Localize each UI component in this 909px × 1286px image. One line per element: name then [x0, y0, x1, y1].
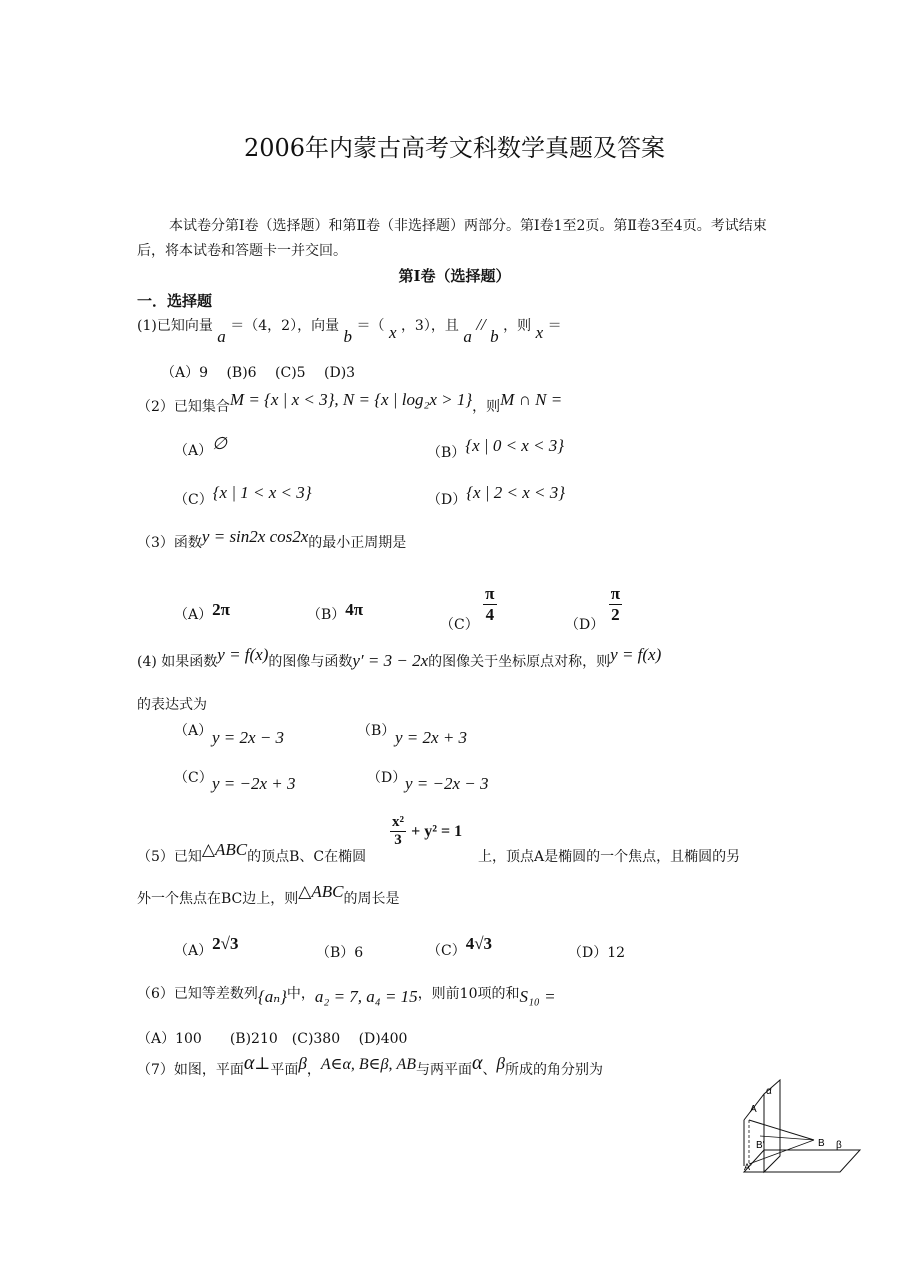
- q5-option-d: （D）12: [568, 945, 626, 961]
- q2-option-c: （C）{x | 1 < x < 3}: [174, 483, 312, 508]
- q3-option-a: （A）2π: [174, 600, 230, 623]
- q1-stem: (1)已知向量 a ＝（4，2），向量 b ＝（ x ，3），且 a // b ，则 x ＝: [137, 315, 562, 346]
- q5-option-b: （B）6: [316, 945, 364, 961]
- q5-tail: 上，顶点A是椭圆的一个焦点，且椭圆的另: [478, 849, 741, 865]
- label-b: B: [818, 1138, 825, 1149]
- label-beta: β: [836, 1140, 842, 1151]
- plane-beta: [744, 1150, 860, 1172]
- section-title: 第Ⅰ卷（选择题）: [398, 267, 511, 285]
- q2-set-expression: M = {x | x < 3}, N = {x | log₂x > 1}: [229, 390, 473, 409]
- q4-option-d: y = −2x − 3: [405, 774, 489, 793]
- q3-stem: （3）函数y = sin2x cos2x的最小正周期是: [137, 527, 407, 551]
- segment-ab: [749, 1120, 814, 1140]
- q4-option-a-label: （A）: [174, 723, 213, 739]
- q3-option-d: （D） $\frac{\pi}{2}$: [565, 584, 621, 633]
- q4-option-c: y = −2x + 3: [212, 774, 296, 793]
- label-b-prime: B': [756, 1140, 765, 1151]
- q5-option-c: （C）4√3: [427, 934, 493, 959]
- q4-option-b: y = 2x + 3: [395, 728, 468, 747]
- q7-planes-figure: [736, 1078, 866, 1178]
- q4-option-b-label: （B）: [357, 723, 396, 739]
- q3-option-b: （B）4π: [307, 600, 364, 623]
- q6-options: （A）100 (B)210 (C)380 (D)400: [137, 1031, 408, 1047]
- q2-option-d: （D）{x | 2 < x < 3}: [427, 483, 566, 508]
- q4-stem: (4) 如果函数y = f(x)的图像与函数y′ = 3 − 2x的图像关于坐标原点对称，则y = f(x): [137, 645, 662, 670]
- q2-option-b: （B）{x | 0 < x < 3}: [427, 436, 565, 461]
- label-a: A: [750, 1104, 757, 1115]
- q4-option-d-label: （D）: [367, 770, 407, 786]
- label-a-prime: A': [744, 1162, 752, 1172]
- q2-stem: （2）已知集合M = {x | x < 3}, N = {x | log₂x > 1}，则M ∩ N =: [137, 390, 563, 415]
- intro-paragraph: 本试卷分第Ⅰ卷（选择题）和第Ⅱ卷（非选择题）两部分。第Ⅰ卷1至2页。第Ⅱ卷3至4页。考试结束后，将本试卷和答题卡一并交回。: [137, 218, 767, 259]
- q5-ellipse-equation: $\frac{\text{x²}}{3}$ + y² = 1: [392, 814, 463, 848]
- q3-function: y = sin2x cos2x: [201, 527, 309, 546]
- q2-option-a: （A）∅: [174, 434, 227, 459]
- part-heading: 一．选择题: [137, 292, 213, 310]
- q5-option-a: （A）2√3: [174, 934, 239, 959]
- q4-option-a: y = 2x − 3: [212, 728, 285, 747]
- q6-stem: （6）已知等差数列{aₙ}中，a₂ = 7, a₄ = 15，则前10项的和S₁₀ =: [137, 986, 556, 1006]
- q3-option-c: （C） $\frac{\pi}{4}$: [440, 584, 495, 633]
- q4-option-c-label: （C）: [174, 770, 213, 786]
- q5-stem: （5）已知△ABC的顶点B、C在椭圆: [137, 840, 367, 865]
- q4-line2: 的表达式为: [137, 697, 207, 713]
- label-alpha: α: [766, 1086, 772, 1097]
- q5-line2: 外一个焦点在BC边上，则△ABC的周长是: [137, 882, 400, 907]
- q1-vector-a: a: [217, 327, 226, 346]
- q1-options: （A）9 (B)6 (C)5 (D)3: [161, 365, 356, 381]
- page-title: 2006年内蒙古高考文科数学真题及答案: [243, 134, 666, 162]
- q7-stem: （7）如图，平面α⊥平面β，A∈α, B∈β, AB与两平面α、β所成的角分别为: [137, 1052, 604, 1078]
